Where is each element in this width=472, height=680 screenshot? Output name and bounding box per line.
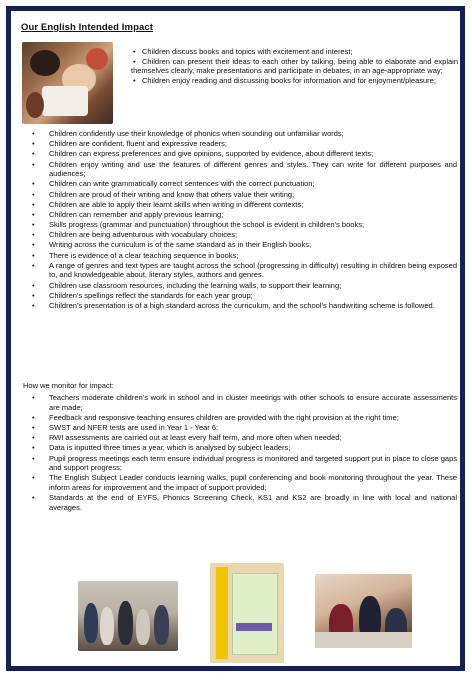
bullet-icon: • — [32, 493, 35, 503]
bullet-icon: • — [32, 159, 35, 169]
list-item: • Children confidently use their knowledge of phonics when sounding out unfamiliar words; — [32, 129, 344, 138]
bullet-icon: • — [32, 199, 35, 209]
bullet-icon: • — [133, 56, 136, 66]
bullet-icon: • — [32, 301, 35, 310]
bullet-icon: • — [32, 220, 35, 230]
bullet-icon: • — [32, 412, 35, 422]
page-title: Our English Intended Impact — [21, 22, 154, 33]
list-item: • Children are being adventurous with vocabulary choices; — [32, 230, 238, 240]
page-border — [6, 6, 465, 671]
bullet-icon: • — [32, 393, 35, 402]
intro-bullet-list — [131, 47, 458, 85]
list-item: • Children can present their ideas to each other by talking, being able to elaborate and explain themselves clearly, make presentations and participate in debates, in an age-appropriate way; — [131, 56, 458, 76]
bullet-icon: • — [133, 75, 136, 85]
list-item: • Data is inputted three times a year, which is analysed by subject leaders; — [32, 443, 291, 453]
bullet-icon: • — [32, 230, 35, 240]
bullet-icon: • — [32, 422, 35, 432]
photo-pupils-at-table — [315, 574, 412, 648]
bullet-icon: • — [32, 179, 35, 189]
list-item: • A range of genres and text types are taught across the school (progressing in difficulty) resulting in children being exposed to, and knowledgeable about, literary styles, authors and genres. — [32, 260, 457, 280]
list-item: • Children’s presentation is of a high standard across the curriculum, and the school’s handwriting scheme is followed. — [32, 301, 435, 310]
list-item: • RWI assessments are carried out at least every half term, and more often when needed; — [32, 433, 342, 443]
list-item: • Children’s spellings reflect the standards for each year group; — [32, 290, 253, 300]
list-item: • Skills progress (grammar and punctuation) throughout the school is evident in children’s books; — [32, 220, 365, 230]
list-item: • Children are able to apply their learnt skills when writing in different contexts; — [32, 199, 304, 209]
bullet-icon: • — [32, 209, 35, 219]
bullet-icon: • — [32, 139, 35, 149]
bullet-icon: • — [32, 240, 35, 250]
list-item: • Writing across the curriculum is of the same standard as in their English books; — [32, 240, 312, 250]
list-item: • Children use classroom resources, including the learning walls, to support their learning; — [32, 280, 342, 290]
list-item: • Feedback and responsive teaching ensures children are provided with the right provision at the right time; — [32, 412, 399, 422]
bullet-icon: • — [32, 473, 35, 483]
photo-children-reading — [22, 42, 113, 124]
bullet-icon: • — [32, 149, 35, 159]
impact-bullet-list — [32, 129, 457, 311]
bullet-icon: • — [32, 443, 35, 453]
bullet-icon: • — [133, 47, 136, 56]
list-item: • Children are confident, fluent and expressive readers; — [32, 139, 228, 149]
list-item: • Children enjoy reading and discussing books for information and for enjoyment/pleasure; — [133, 75, 436, 85]
bullet-icon: • — [32, 433, 35, 443]
list-item: • The English Subject Leader conducts learning walks, pupil conferencing and book monitoring throughout the year. These inform areas for improvement and the impact of support provided; — [32, 473, 457, 492]
list-item: • Pupil progress meetings each term ensure individual progress is monitored and targeted support put in place to close gaps and support progress; — [32, 453, 457, 473]
list-item: • Children are proud of their writing and know that others value their writing; — [32, 189, 295, 199]
list-item: • SWST and NFER tests are used in Year 1 - Year 6; — [32, 422, 219, 432]
bullet-icon: • — [32, 189, 35, 199]
list-item: • Children can express preferences and give opinions, supported by evidence, about different texts; — [32, 149, 374, 159]
monitor-heading: How we monitor for impact: — [23, 381, 114, 390]
bullet-icon: • — [32, 260, 35, 270]
bullet-icon: • — [32, 250, 35, 260]
bullet-icon: • — [32, 290, 35, 300]
photo-class-group — [78, 581, 178, 651]
list-item: • Children can remember and apply previous learning; — [32, 209, 224, 219]
list-item: • Children enjoy writing and use the features of different genres and styles. They can write for different purposes and audiences; — [32, 159, 457, 179]
list-item: • Standards at the end of EYFS, Phonics Screening Check, KS1 and KS2 are broadly in line with local and national averages. — [32, 493, 457, 512]
list-item: • Teachers moderate children’s work in school and in cluster meetings with other schools to ensure accurate assessments are made; — [32, 393, 457, 412]
bullet-icon: • — [32, 280, 35, 290]
monitor-bullet-list — [32, 393, 457, 513]
list-item: • Children discuss books and topics with excitement and interest; — [133, 47, 353, 56]
list-item: • Children can write grammatically correct sentences with the correct punctuation; — [32, 179, 315, 189]
photo-learning-wall — [210, 563, 284, 663]
bullet-icon: • — [32, 129, 35, 138]
bullet-icon: • — [32, 453, 35, 463]
list-item: • There is evidence of a clear teaching sequence in books; — [32, 250, 239, 260]
